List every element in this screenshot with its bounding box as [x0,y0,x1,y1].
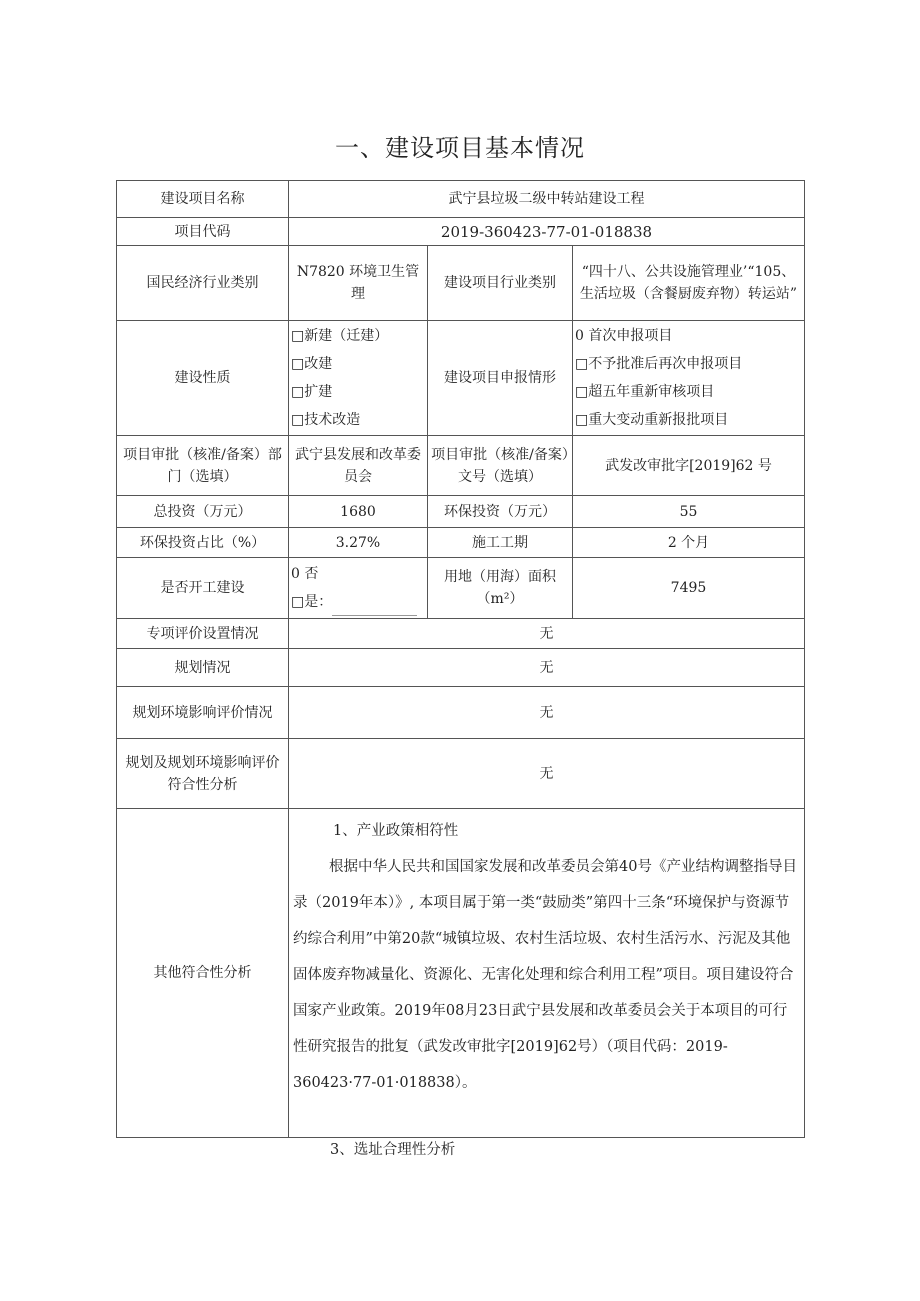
checkbox-option[interactable]: □是： [291,594,333,610]
value: 武宁县垃圾二级中转站建设工程 [289,181,805,218]
row-industry [117,246,805,321]
label: 项目审批（核准/备案）部门（选填） [117,436,289,496]
nature-options [289,321,428,436]
label2: 项目审批（核准/备案）文号（选填） [428,436,573,496]
row-special [117,619,805,649]
value2: 7495 [573,558,805,619]
label: 是否开工建设 [117,558,289,619]
value: 无 [289,687,805,739]
label2: 建设项目申报情形 [428,321,573,436]
row-planning [117,649,805,687]
label: 规划环境影响评价情况 [117,687,289,739]
label: 规划情况 [117,649,289,687]
value2: “四十八、公共设施管理业’“105、生活垃圾（含餐厨废弃物）转运站” [573,246,805,321]
row-code [117,218,805,246]
label2: 施工工期 [428,528,573,558]
report-options [573,321,805,436]
value2: 55 [573,496,805,528]
checkbox-option[interactable]: □改建 [291,356,333,372]
label: 其他符合性分析 [117,809,289,1138]
value: 1680 [289,496,428,528]
label2: 建设项目行业类别 [428,246,573,321]
row-approval [117,436,805,496]
section-title: 一、建设项目基本情况 [335,134,585,162]
started-options [289,558,428,619]
checkbox-option[interactable]: □重大变动重新报批项目 [575,412,729,428]
label2: 用地（用海）面积（m²） [428,558,573,619]
checkbox-option[interactable]: 0 否 [291,566,319,582]
label: 项目代码 [117,218,289,246]
checkbox-option[interactable]: □技术改造 [291,412,361,428]
value2: 武发改审批字[2019]62 号 [573,436,805,496]
other-analysis [289,809,805,1138]
value: 2019-360423-77-01-018838 [289,218,805,246]
value: 武宁县发展和改革委员会 [289,436,428,496]
project-info-table [116,180,805,1138]
row-other [117,809,805,1138]
value2: 2 个月 [573,528,805,558]
value: 无 [289,739,805,809]
label: 国民经济行业类别 [117,246,289,321]
checkbox-option[interactable]: □新建（迁建） [291,328,389,344]
paragraph: 根据中华人民共和国国家发展和改革委员会第40号《产业结构调整指导目录（2019年本）》, 本项目属于第一类“鼓励类”第四十三条“环境保护与资源节约综合利用”中第20款“城镇垃圾、农村生活垃圾、农村生活污水、污泥及其他固体废弃物减量化、资源化、无害化处理和综合利用工程”项目。项目建设符合国家产业政策。2019年08月23日武宁县发展和改革委员会关于本项目的可行性研究报告的批复（武发改审批字[2019]62号）（项目代码：2019-360423·77-01·018838）。 [293,859,797,1091]
label: 建设性质 [117,321,289,436]
value: 无 [289,649,805,687]
subheading: 1、产业政策相符性 [333,823,459,839]
checkbox-option[interactable]: □不予批准后再次申报项目 [575,356,743,372]
value: 3.27% [289,528,428,558]
row-name [117,181,805,218]
row-started [117,558,805,619]
value: N7820 环境卫生管理 [289,246,428,321]
checkbox-option[interactable]: □超五年重新审核项目 [575,384,715,400]
checkbox-option[interactable]: 0 首次申报项目 [575,328,673,344]
row-ratio [117,528,805,558]
label2: 环保投资（万元） [428,496,573,528]
row-planning-env [117,687,805,739]
row-nature [117,321,805,436]
value: 无 [289,619,805,649]
label: 规划及规划环境影响评价符合性分析 [117,739,289,809]
row-investment [117,496,805,528]
checkbox-option[interactable]: □扩建 [291,384,333,400]
label: 环保投资占比（%） [117,528,289,558]
label: 建设项目名称 [117,181,289,218]
blank-field[interactable] [332,601,417,616]
label: 总投资（万元） [117,496,289,528]
label: 专项评价设置情况 [117,619,289,649]
row-compliance [117,739,805,809]
next-subheading: 3、选址合理性分析 [330,1142,456,1158]
